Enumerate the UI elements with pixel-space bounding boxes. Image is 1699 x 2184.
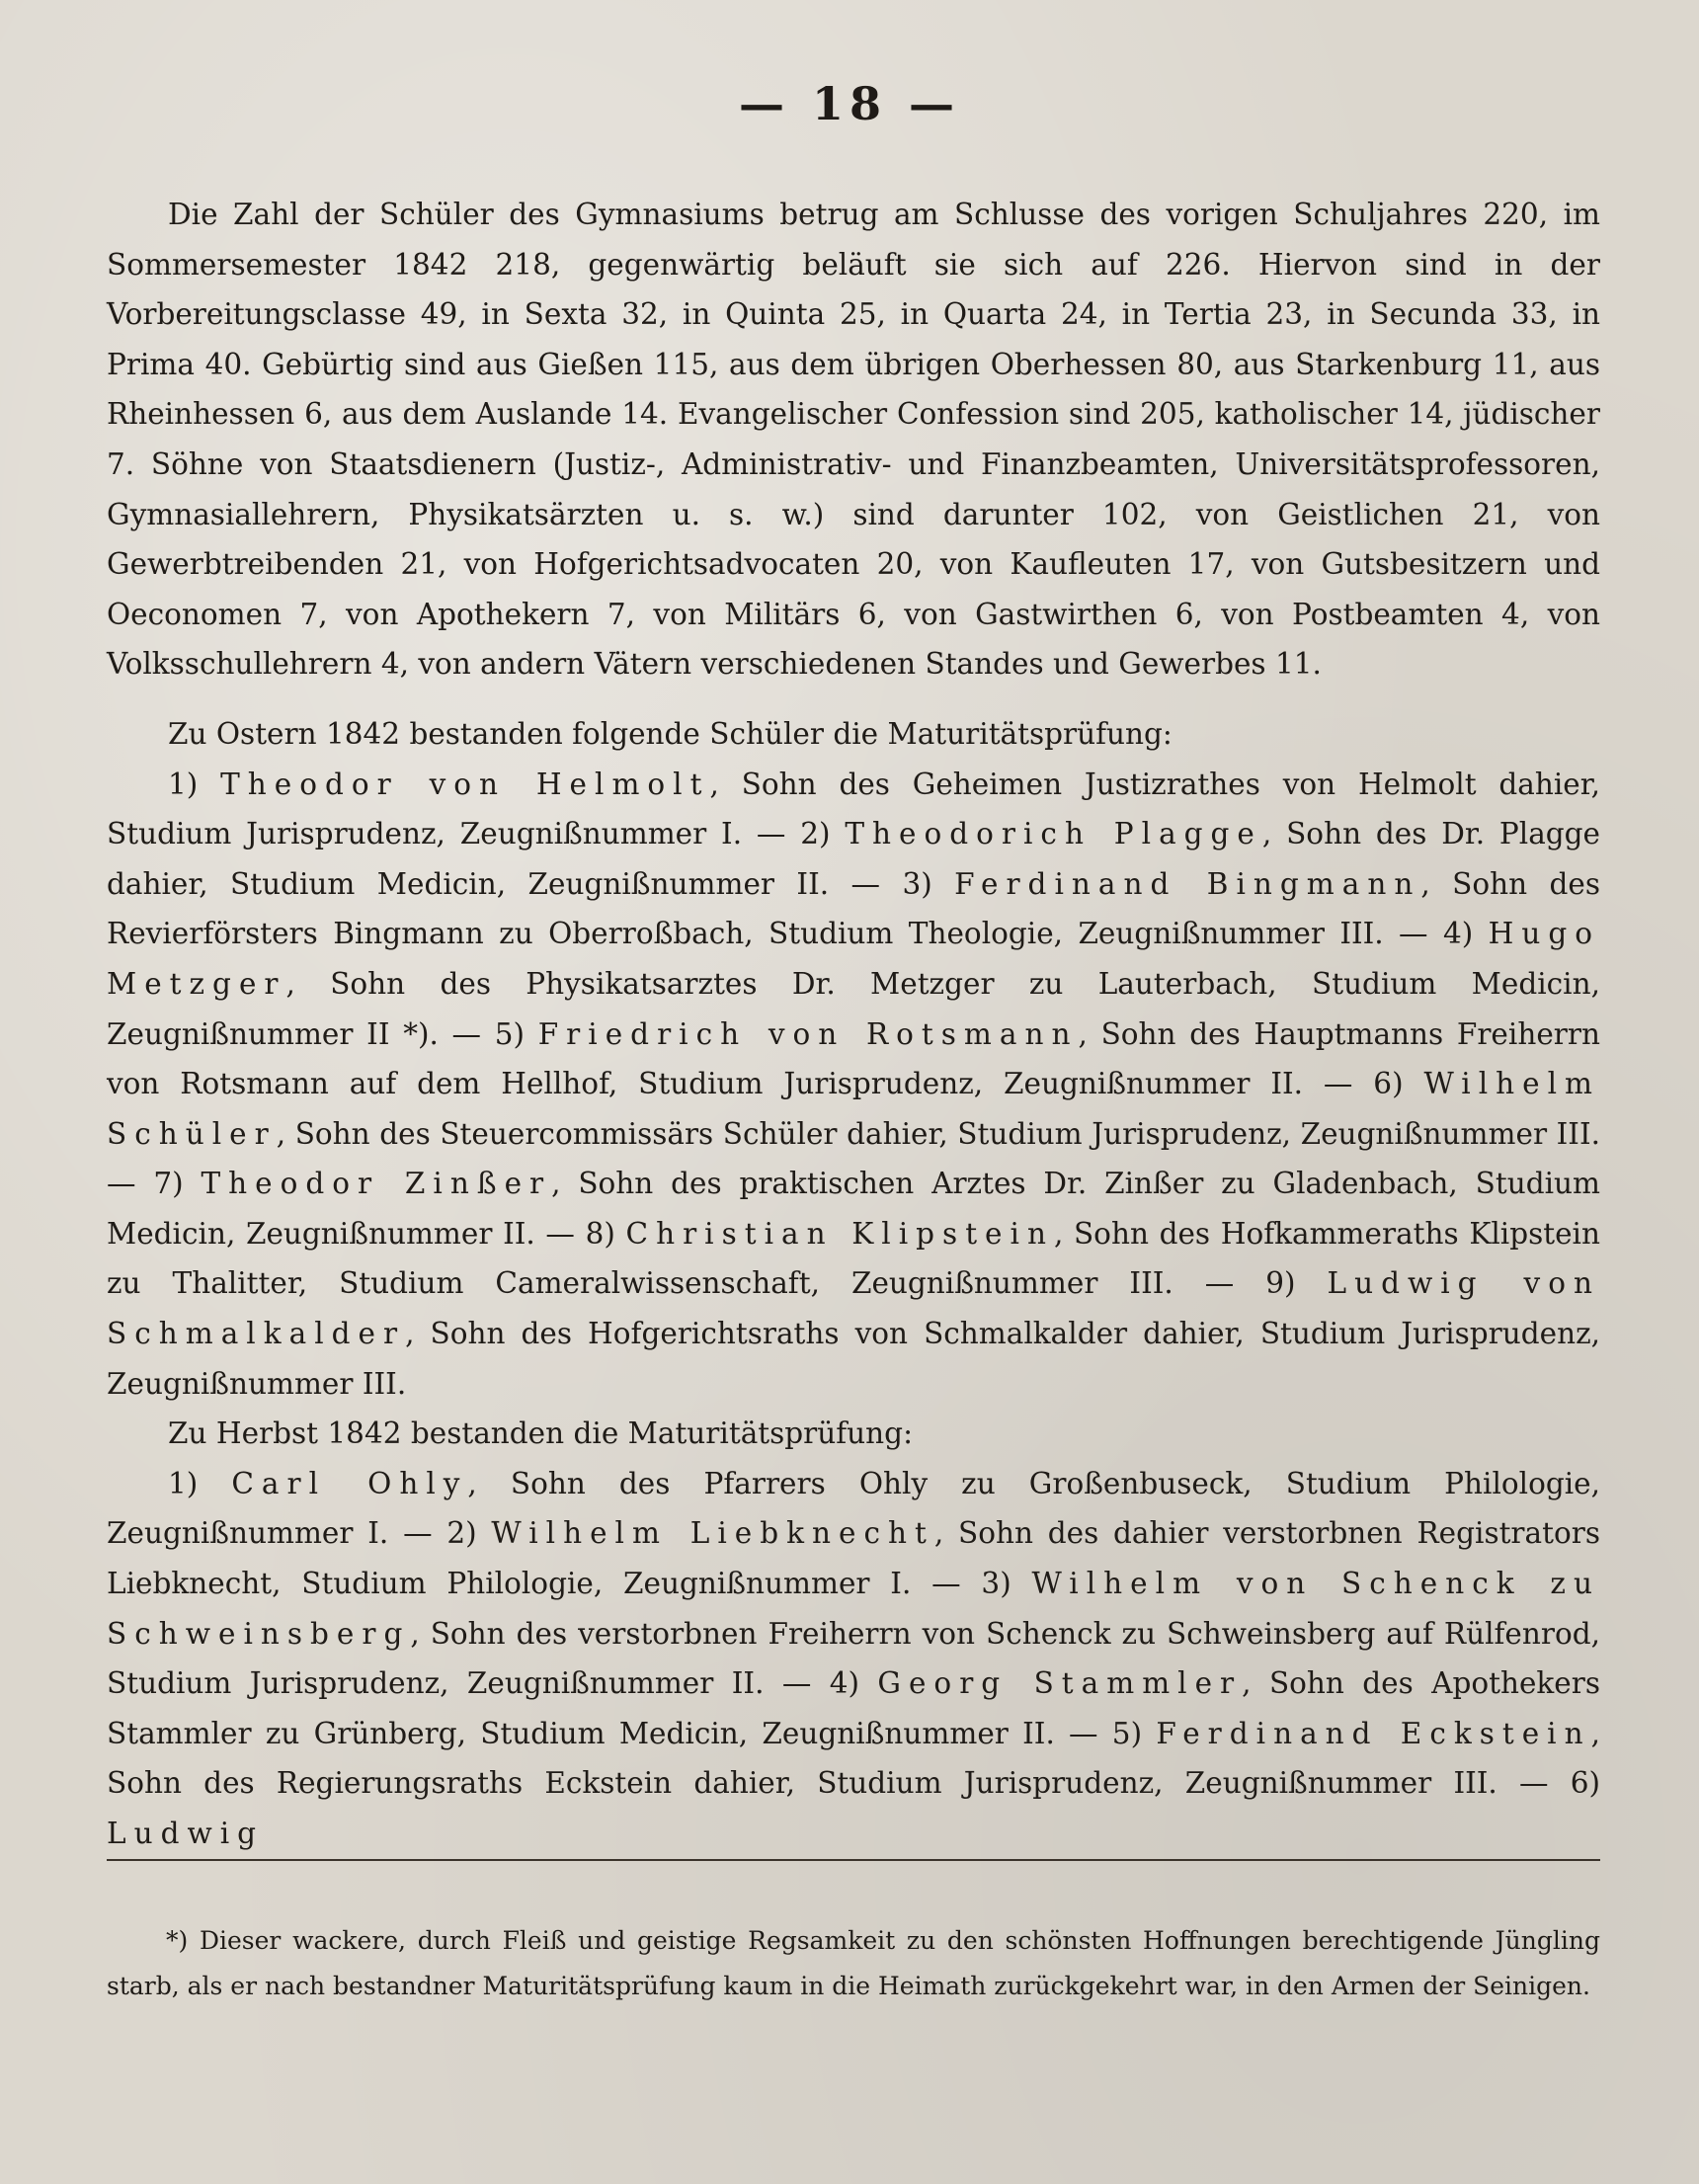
- text-run: , Sohn des praktischen Arztes Dr. Zinßer zu Gladenbach, Studium Medicin, Zeugnißnummer II. — 8): [107, 1167, 1600, 1251]
- student-name: Ludwig: [107, 1817, 265, 1850]
- text-run: , Sohn des Hofkammeraths Klipstein zu Thalitter, Studium Cameralwissenschaft, Zeugnißnummer III. — 9): [107, 1216, 1600, 1301]
- student-name: Theodor Zinßer: [201, 1167, 552, 1201]
- student-name: Theodor von Helmolt: [220, 767, 710, 801]
- footnote: *) Dieser wackere, durch Fleiß und geistige Regsamkeit zu den schönsten Hoffnungen berechtigende Jüngling starb, als er nach bestandner Maturitätsprüfung kaum in die Heimath zurückgekehrt war, in den Armen der Seinigen.: [107, 1926, 1600, 2000]
- footnote-divider: [107, 1859, 1600, 1861]
- student-statistics-paragraph: Die Zahl der Schüler des Gymnasiums betrug am Schlusse des vorigen Schuljahres 220, im Sommersemester 1842 218, gegenwärtig beläuft sie sich auf 226. Hiervon sind in der Vorbereitungsclasse 49, in Sexta 32, in Quinta 25, in Quarta 24, in Tertia 23, in Secunda 33, in Prima 40. Gebürtig sind aus Gießen 115, aus dem übrigen Oberhessen 80, aus Starkenburg 11, aus Rheinhessen 6, aus dem Auslande 14. Evangelischer Confession sind 205, katholischer 14, jüdischer 7. Söhne von Staatsdienern (Justiz-, Administrativ- und Finanzbeamten, Universitätsprofessoren, Gymnasiallehrern, Physikatsärzten u. s. w.) sind darunter 102, von Geistlichen 21, von Gewerbtreibenden 21, von Hofgerichtsadvocaten 20, von Kaufleuten 17, von Gutsbesitzern und Oeconomen 7, von Apothekern 7, von Militärs 6, von Gastwirthen 6, von Postbeamten 4, von Volksschullehrern 4, von andern Vätern verschiedenen Standes und Gewerbes 11.: [107, 198, 1600, 682]
- text-run: , Sohn des dahier verstorbnen Registrators Liebknecht, Studium Philologie, Zeugnißnummer I. — 3): [107, 1516, 1600, 1601]
- text-run: , Sohn des Hofgerichtsraths von Schmalkalder dahier, Studium Jurisprudenz, Zeugnißnummer III.: [107, 1317, 1600, 1401]
- student-name: Ferdinand Bingmann: [954, 866, 1421, 901]
- student-name: Georg Stammler: [877, 1666, 1243, 1701]
- student-name: Friedrich von Rotsmann: [537, 1016, 1079, 1051]
- student-name: Hugo Metzger: [107, 917, 1600, 1001]
- student-name: Ludwig von Schmalkalder: [107, 1266, 1600, 1351]
- text-run: , Sohn des Steuercommissärs Schüler dahier, Studium Jurisprudenz, Zeugnißnummer III. — 7): [107, 1116, 1600, 1201]
- text-run: , Sohn des Dr. Plagge dahier, Studium Medicin, Zeugnißnummer II. — 3): [107, 817, 1601, 901]
- autumn-exam-heading: Zu Herbst 1842 bestanden die Maturitätsprüfung:: [168, 1416, 914, 1451]
- easter-exam-heading: Zu Ostern 1842 bestanden folgende Schüler die Maturitätsprüfung:: [168, 716, 1173, 751]
- text-run: , Sohn des Geheimen Justizrathes von Helmolt dahier, Studium Jurisprudenz, Zeugnißnummer I. — 2): [107, 767, 1601, 851]
- text-run: , Sohn des Revierförsters Bingmann zu Oberroßbach, Studium Theologie, Zeugnißnummer III. — 4): [107, 866, 1600, 951]
- student-name: Christian Klipstein: [625, 1216, 1054, 1251]
- text-run: , Sohn des Pfarrers Ohly zu Großenbuseck, Studium Philologie, Zeugnißnummer I. — 2): [107, 1466, 1600, 1551]
- easter-exam-list: [107, 760, 1600, 1410]
- student-name: Wilhelm Liebknecht: [491, 1516, 934, 1551]
- text-run: , Sohn des Physikatsarztes Dr. Metzger zu Lauterbach, Studium Medicin, Zeugnißnummer II *). — 5): [107, 966, 1600, 1051]
- page-number: — 18 —: [738, 77, 961, 130]
- student-name: Ferdinand Eckstein: [1156, 1716, 1591, 1750]
- autumn-exam-list: [107, 1459, 1600, 1859]
- student-name: Wilhelm von Schenck zu Schweinsberg: [107, 1567, 1600, 1651]
- student-name: Carl Ohly: [231, 1466, 468, 1500]
- text-run: 1): [168, 767, 221, 801]
- main-text: [107, 190, 1600, 1859]
- text-run: 1): [168, 1466, 232, 1500]
- text-run: , Sohn des Regierungsraths Eckstein dahier, Studium Jurisprudenz, Zeugnißnummer III. — 6): [107, 1716, 1601, 1801]
- student-name: Wilhelm Schüler: [107, 1067, 1600, 1151]
- text-run: , Sohn des Apothekers Stammler zu Grünberg, Studium Medicin, Zeugnißnummer II. — 5): [107, 1666, 1601, 1750]
- text-run: , Sohn des verstorbnen Freiherrn von Schenck zu Schweinsberg auf Rülfenrod, Studium Jurisprudenz, Zeugnißnummer II. — 4): [107, 1616, 1600, 1701]
- text-run: , Sohn des Hauptmanns Freiherrn von Rotsmann auf dem Hellhof, Studium Jurisprudenz, Zeugnißnummer II. — 6): [107, 1016, 1600, 1101]
- student-name: Theodorich Plagge: [845, 817, 1262, 851]
